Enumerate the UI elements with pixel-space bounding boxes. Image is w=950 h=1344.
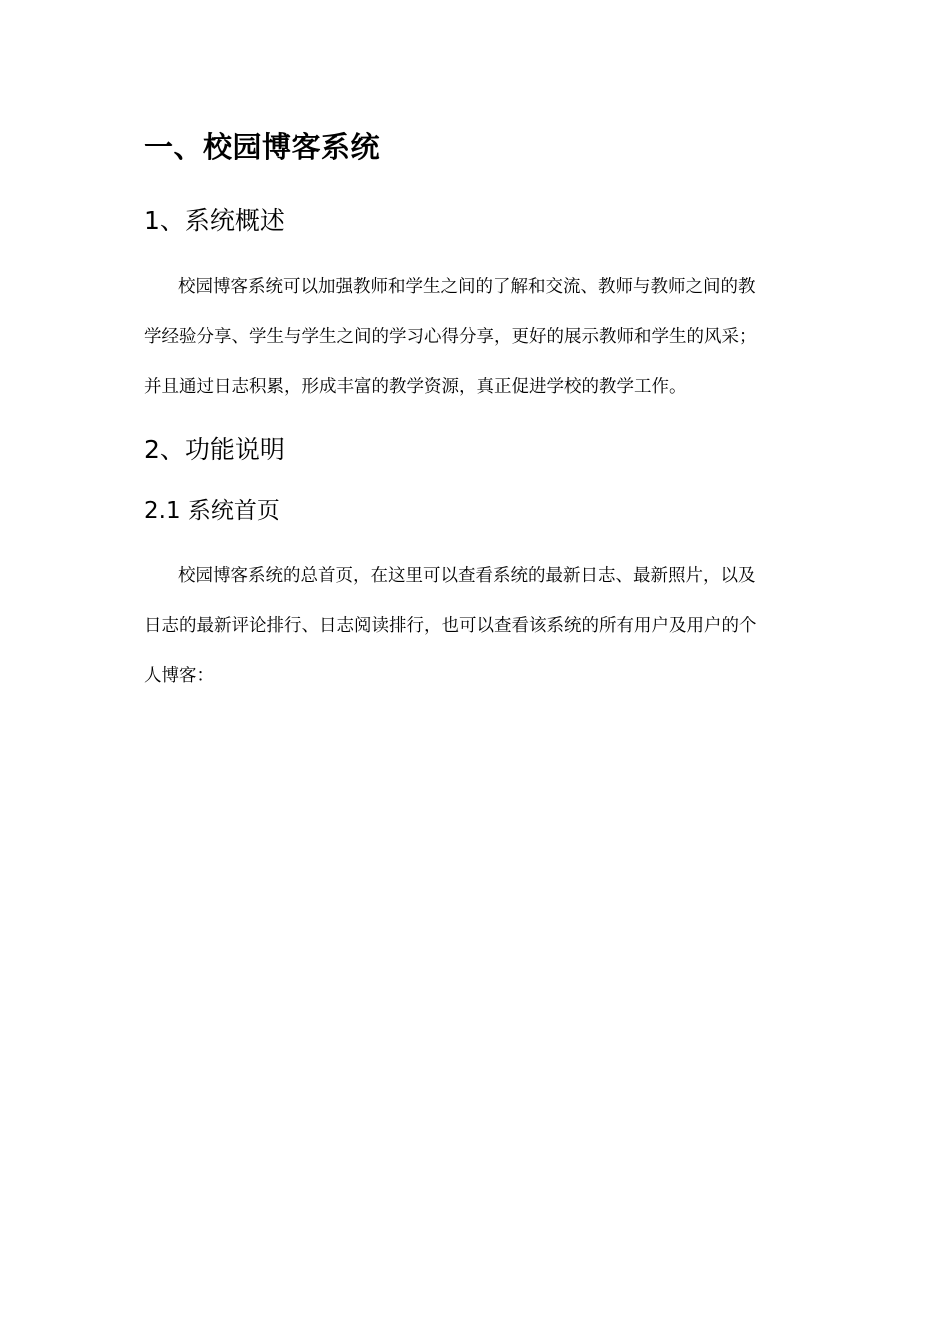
document-title: 一、校园博客系统 (144, 130, 381, 164)
paragraph-line: 日志的最新评论排行、日志阅读排行，也可以查看该系统的所有用户及用户的个 (144, 616, 757, 636)
paragraph-line: 并且通过日志积累，形成丰富的教学资源，真正促进学校的教学工作。 (144, 377, 687, 397)
paragraph-line: 人博客： (144, 666, 214, 686)
overview-paragraph (144, 262, 824, 412)
paragraph-line: 校园博客系统可以加强教师和学生之间的了解和交流、教师与教师之间的教 (178, 277, 756, 297)
paragraph-line: 校园博客系统的总首页，在这里可以查看系统的最新日志、最新照片，以及 (178, 566, 756, 586)
section-heading-functions: 2、功能说明 (144, 435, 285, 464)
homepage-paragraph (144, 551, 824, 701)
subsection-heading-homepage: 2.1 系统首页 (144, 498, 280, 524)
section-heading-overview: 1、系统概述 (144, 206, 285, 235)
paragraph-line: 学经验分享、学生与学生之间的学习心得分享，更好的展示教师和学生的风采； (144, 327, 757, 347)
